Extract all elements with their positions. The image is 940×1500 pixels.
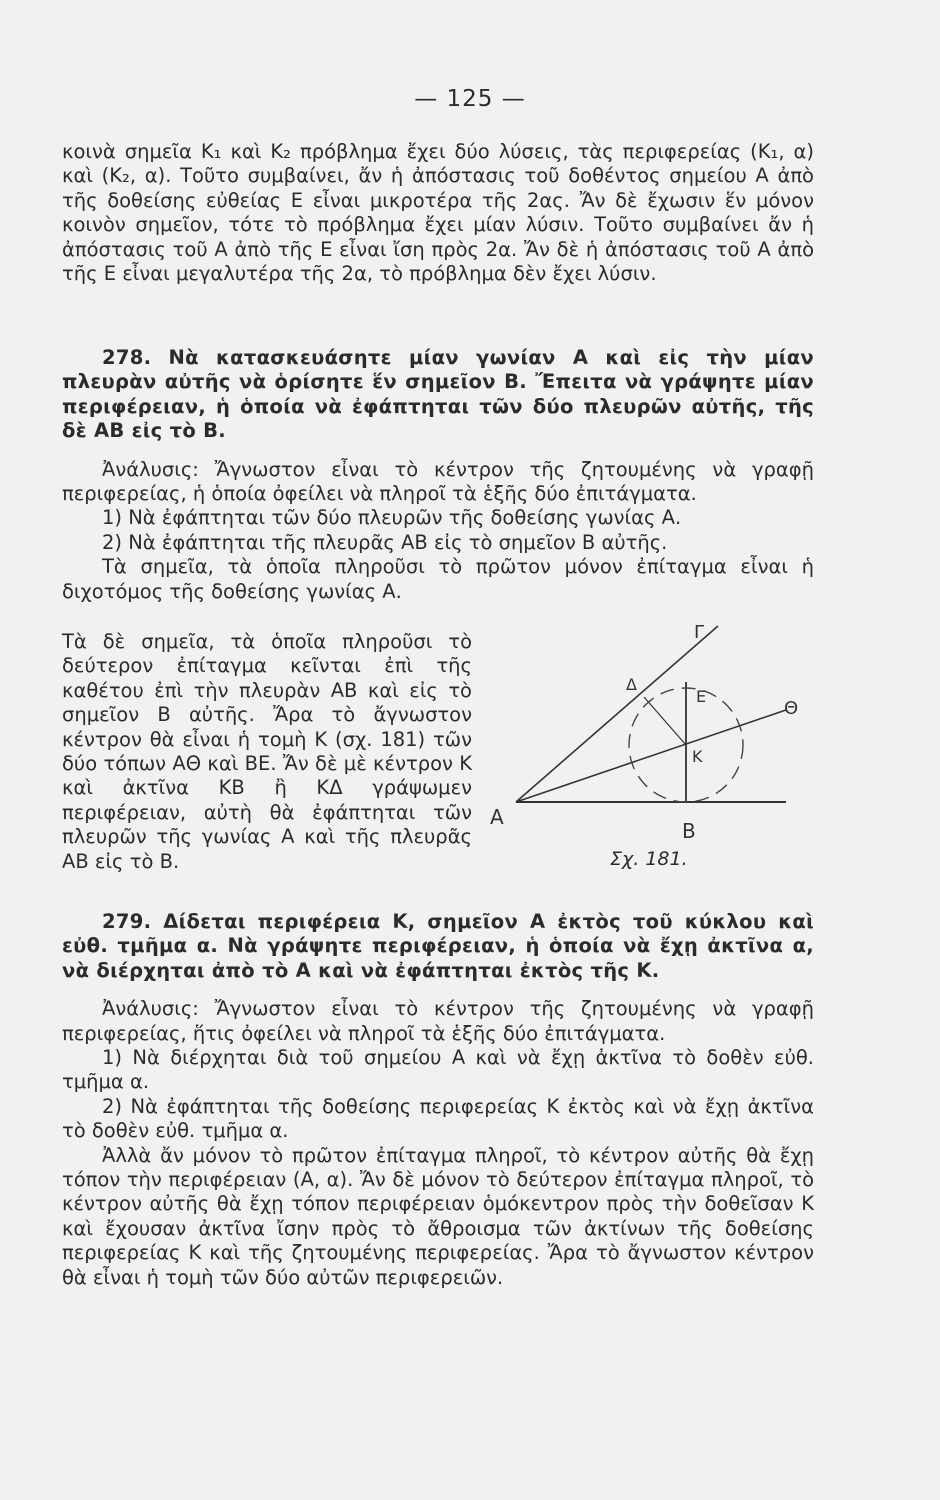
problem-278-statement: 278. Νὰ κατασκευάσητε μίαν γωνίαν Α καὶ εἰς τὴν μίαν πλευρὰν αὐτῆς νὰ ὁρίσητε ἕν σημεῖον Β. Ἔπειτα νὰ γράψητε μίαν περιφέρειαν, ἡ ὁποία νὰ ἐφάπτηται τῶν δύο πλευρῶν αὐτῆς, τῆς δὲ ΑΒ εἰς τὸ Β. <box>62 346 814 443</box>
paragraph-279: Ἀλλὰ ἄν μόνον τὸ πρῶτον ἐπίταγμα πληροῖ, τὸ κέντρον αὐτῆς θὰ ἔχῃ τόπον τὴν περιφέρειαν (Α, α). Ἄν δὲ μόνον τὸ δεύτερον ἐπίταγμα πληροῖ, τὸ κέντρον αὐτῆς θὰ ἔχῃ τόπον περιφέρειαν ὁμόκεντρον πρὸς τὴν δοθεῖσαν Κ καὶ ἔχουσαν ἀκτῖνα ἴσην πρὸς τὸ ἄθροισμα τῶν ἀκτίνων τῆς δοθείσης περιφερείας Κ καὶ τῆς ζητουμένης περιφερείας. Ἄρα τὸ ἄγνωστον κέντρον θὰ εἶναι ἡ τομὴ τῶν δύο αὐτῶν περιφερειῶν. <box>62 1143 814 1289</box>
paragraph-278-b-column <box>62 630 472 874</box>
label-th: Θ <box>784 698 799 719</box>
radius-kd <box>644 697 686 745</box>
label-b: B <box>682 819 696 843</box>
problem-279 <box>62 910 814 1290</box>
figure-181 <box>486 612 826 882</box>
figure-181-diagram <box>486 612 826 882</box>
figure-181-caption: Σχ. 181. <box>610 848 688 870</box>
analysis-278: Ἀνάλυσις: Ἄγνωστον εἶναι τὸ κέντρον τῆς ζητουμένης νὰ γραφῇ περιφερείας, ἡ ὁποία ὀφείλει νὰ πληροῖ τὰ ἑξῆς δύο ἐπιτάγματα. <box>62 457 814 506</box>
paragraph-278-a: Τὰ σημεῖα, τὰ ὁποῖα πληροῦσι τὸ πρῶτον μόνον ἐπίταγμα εἶναι ἡ διχοτόμος τῆς δοθείσης γωνίας Α. <box>62 555 814 603</box>
label-d: Δ <box>626 675 637 694</box>
label-k: Κ <box>692 747 703 766</box>
bisector-ath <box>516 710 786 802</box>
requirement-279-1: 1) Νὰ διέρχηται διὰ τοῦ σημείου Α καὶ νὰ ἔχῃ ἀκτῖνα τὸ δοθὲν εὐθ. τμῆμα α. <box>62 1046 814 1094</box>
requirement-278-2: 2) Νὰ ἐφάπτηται τῆς πλευρᾶς ΑΒ εἰς τὸ σημεῖον Β αὐτῆς. <box>102 530 668 554</box>
intro-paragraph: κοινὰ σημεῖα Κ₁ καὶ Κ₂ πρόβλημα ἔχει δύο λύσεις, τὰς περιφερείας (Κ₁, α) καὶ (Κ₂, α). Τοῦτο συμβαίνει, ἄν ἡ ἀπόστασις τοῦ δοθέντος σημείου Α ἀπὸ τῆς δοθείσης εὐθείας Ε εἶναι μικροτέρα τῆς 2ας. Ἄν δὲ ἔχωσιν ἕν μόνον κοινὸν σημεῖον, τότε τὸ πρόβλημα ἔχει μίαν λύσιν. Τοῦτο συμβαίνει ἄν ἡ ἀπόστασις τοῦ Α ἀπὸ τῆς Ε εἶναι ἴση πρὸς 2α. Ἄν δὲ ἡ ἀπόστασις τοῦ Α ἀπὸ τῆς Ε εἶναι μεγαλυτέρα τῆς 2α, τὸ πρόβλημα δὲν ἔχει λύσιν. <box>62 140 814 286</box>
intro-text <box>62 140 814 286</box>
requirement-278-1: 1) Νὰ ἐφάπτηται τῶν δύο πλευρῶν τῆς δοθείσης γωνίας Α. <box>102 506 682 530</box>
problem-279-statement: 279. Δίδεται περιφέρεια Κ, σημεῖον Α ἐκτὸς τοῦ κύκλου καὶ εὐθ. τμῆμα α. Νὰ γράψητε περιφέρειαν, ἡ ὁποία νὰ ἔχῃ ἀκτῖνα α, νὰ διέρχηται ἀπὸ τὸ Α καὶ νὰ ἐφάπτηται ἐκτὸς τῆς Κ. <box>62 910 814 982</box>
problem-278 <box>62 346 814 604</box>
side-ag <box>516 626 718 802</box>
analysis-279: Ἀνάλυσις: Ἄγνωστον εἶναι τὸ κέντρον τῆς ζητουμένης νὰ γραφῇ περιφερείας, ἥτις ὀφείλει νὰ πληροῖ τὰ ἑξῆς δύο ἐπιτάγματα. <box>62 997 814 1045</box>
paragraph-278-b: Τὰ δὲ σημεῖα, τὰ ὁποῖα πληροῦσι τὸ δεύτερον ἐπίταγμα κεῖνται ἐπὶ τῆς καθέτου ἐπὶ τὴν πλευρὰν ΑΒ καὶ εἰς τὸ σημεῖον Β αὐτῆς. Ἄρα τὸ ἄγνωστον κέντρον θὰ εἶναι ἡ τομὴ Κ (σχ. 181) τῶν δύο τόπων ΑΘ καὶ ΒΕ. Ἄν δὲ μὲ κέντρον Κ καὶ ἀκτῖνα ΚΒ ἢ ΚΔ γράψωμεν περιφέρειαν, αὐτὴ θὰ ἐφάπτηται τῶν πλευρῶν τῆς γωνίας Α καὶ τῆς πλευρᾶς ΑΒ εἰς τὸ Β. <box>62 630 472 873</box>
label-e: Ε <box>696 687 707 706</box>
label-a: A <box>490 805 504 829</box>
page-number: — 125 — <box>414 86 526 112</box>
requirement-279-2: 2) Νὰ ἐφάπτηται τῆς δοθείσης περιφερείας Κ ἐκτὸς καὶ νὰ ἔχῃ ἀκτῖνα τὸ δοθὲν εὐθ. τμῆμα α. <box>62 1094 814 1143</box>
label-g: Γ <box>694 622 705 643</box>
